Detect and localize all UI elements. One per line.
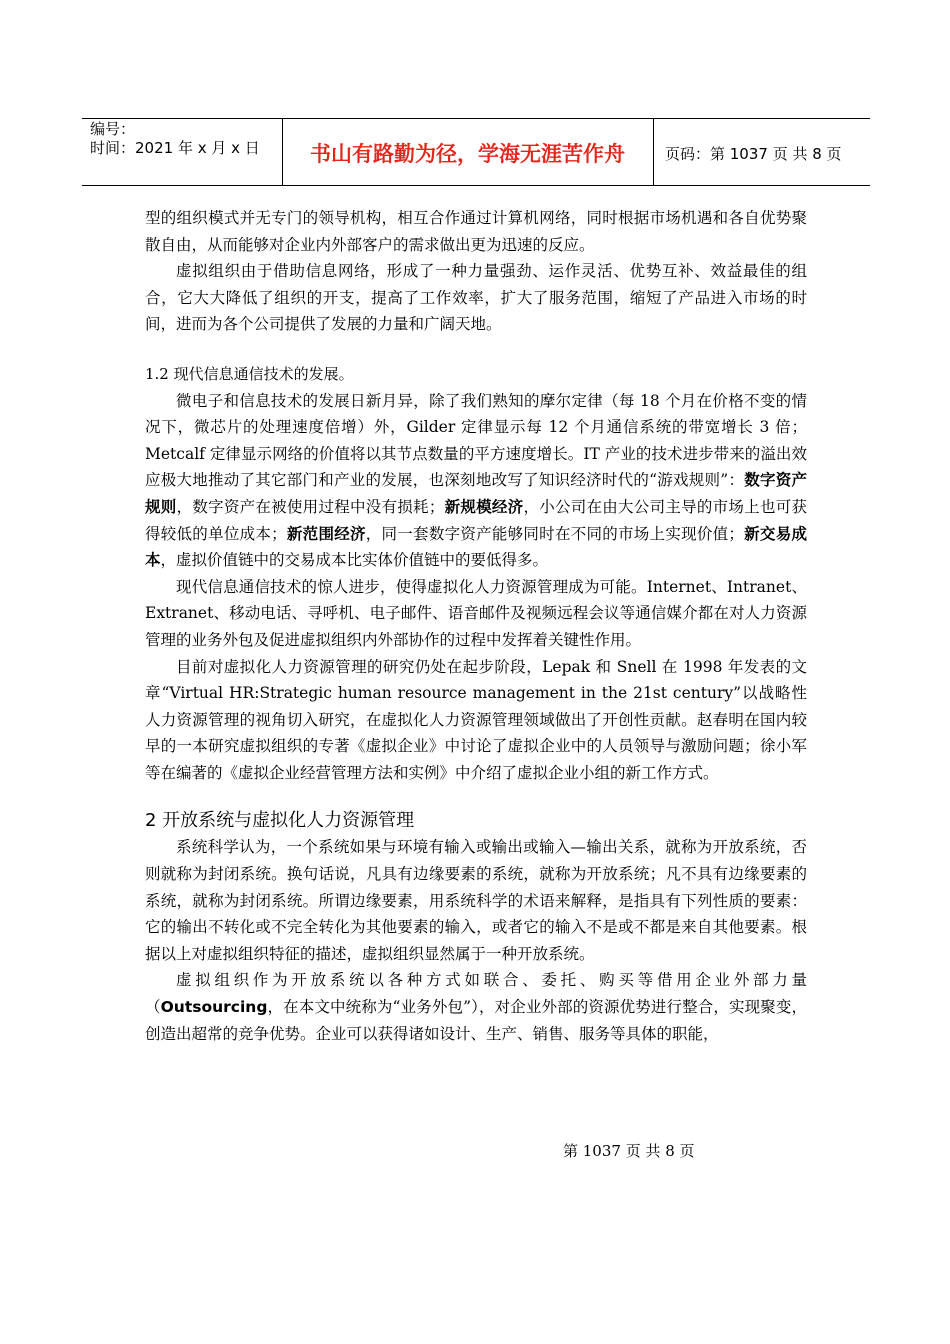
header-bottom-rule — [82, 185, 870, 186]
section-heading-2: 2 开放系统与虚拟化人力资源管理 — [145, 810, 415, 832]
paragraph-comm-tech: 现代信息通信技术的惊人进步，使得虚拟化人力资源管理成为可能。Internet、Intranet、Extranet、移动电话、寻呼机、电子邮件、语音邮件及视频远程会议等通信媒介都在对人力资源管理的业务外包及促进虚拟组织内外部协作的过程中发挥着关键性作用。 — [145, 577, 807, 649]
header-divider-right — [653, 118, 654, 185]
text-run: ，同一套数字资产能够同时在不同的市场上实现价值； — [365, 524, 744, 543]
paragraph-open-system: 系统科学认为，一个系统如果与环境有输入或输出或输入—输出关系，就称为开放系统，否则就称为封闭系统。换句话说，凡具有边缘要素的系统，就称为开放系统；凡不具有边缘要素的系统，就称为封闭系统。所谓边缘要素，用系统科学的术语来解释，是指具有下列性质的要素：它的输出不转化或不完全转化为其他要素的输入，或者它的输入不是或不都是来自其他要素。根据以上对虚拟组织特征的描述，虚拟组织显然属于一种开放系统。 — [145, 838, 807, 963]
paragraph-continuation: 型的组织模式并无专门的领导机构，相互合作通过计算机网络，同时根据市场机遇和各自优势聚散自由，从而能够对企业内外部客户的需求做出更为迅速的反应。 — [145, 209, 807, 254]
header-motto: 书山有路勤为径，学海无涯苦作舟 — [310, 142, 625, 166]
paragraph-tech-development — [145, 388, 807, 574]
header-meta — [90, 120, 260, 158]
paragraph-outsourcing — [145, 967, 807, 1047]
text-run: ，小公司在由大公司主导的市场上也可获得较低的单位成本； — [145, 497, 807, 543]
section-heading-1-2: 1.2 现代信息通信技术的发展。 — [145, 364, 354, 383]
bold-term-outsourcing: Outsourcing — [160, 998, 268, 1017]
text-run: ，数字资产在被使用过程中没有损耗； — [176, 497, 445, 516]
paragraph-research-status: 目前对虚拟化人力资源管理的研究仍处在起步阶段，Lepak 和 Snell 在 1998 年发表的文章“Virtual HR:Strategic human resource management in the 21st century”以战略性人力资源管理的视角切入研究，在虚拟化人力资源管理领域做出了开创性贡献。赵春明在国内较早的一本研究虚拟组织的专著《虚拟企业》中讨论了虚拟企业中的人员领导与激励问题；徐小军等在编著的《虚拟企业经营管理方法和实例》中介绍了虚拟企业小组的新工作方式。 — [145, 657, 807, 782]
text-run: ，虚拟价值链中的交易成本比实体价值链中的要低得多。 — [160, 551, 549, 570]
text-run: ，在本文中统称为“业务外包”），对企业外部的资源优势进行整合，实现聚变，创造出超常的竞争优势。企业可以获得诸如设计、生产、销售、服务等具体的职能， — [145, 998, 807, 1043]
bold-term-new-transaction: 新交易成本 — [145, 524, 807, 570]
text-run: 微电子和信息技术的发展日新月异，除了我们熟知的摩尔定律（每 18 个月在价格不变的情况下，微芯片的处理速度倍增）外，Gilder 定律显示每 12 个月通信系统的带宽增长 3 倍；Metcalf 定律显示网络的价值将以其节点数量的平方速度增长。IT 产业的技术进步带来的溢出效应极大地推动了其它部门和产业的发展，也深刻地改写了知识经济时代的“游戏规则”： — [145, 391, 807, 490]
header-top-rule — [82, 118, 870, 119]
bold-term-digital-asset: 数字资产规则 — [145, 471, 807, 516]
document-body — [145, 205, 807, 1047]
bold-term-new-scope: 新范围经济 — [286, 524, 366, 543]
header-time-label: 时间：2021 年 x 月 x 日 — [90, 139, 260, 157]
header-page-label: 页码：第 1037 页 共 8 页 — [665, 145, 842, 163]
text-run: 虚拟组织作为开放系统以各种方式如联合、委托、购买等借用企业外部力量（ — [145, 971, 807, 1017]
header-number-label: 编号： — [90, 120, 136, 138]
page-footer: 第 1037 页 共 8 页 — [563, 1142, 695, 1160]
paragraph-virtual-org: 虚拟组织由于借助信息网络，形成了一种力量强劲、运作灵活、优势互补、效益最佳的组合，它大大降低了组织的开支，提高了工作效率，扩大了服务范围，缩短了产品进入市场的时间，进而为各个公司提供了发展的力量和广阔天地。 — [145, 262, 807, 334]
bold-term-new-scale: 新规模经济 — [444, 497, 524, 516]
